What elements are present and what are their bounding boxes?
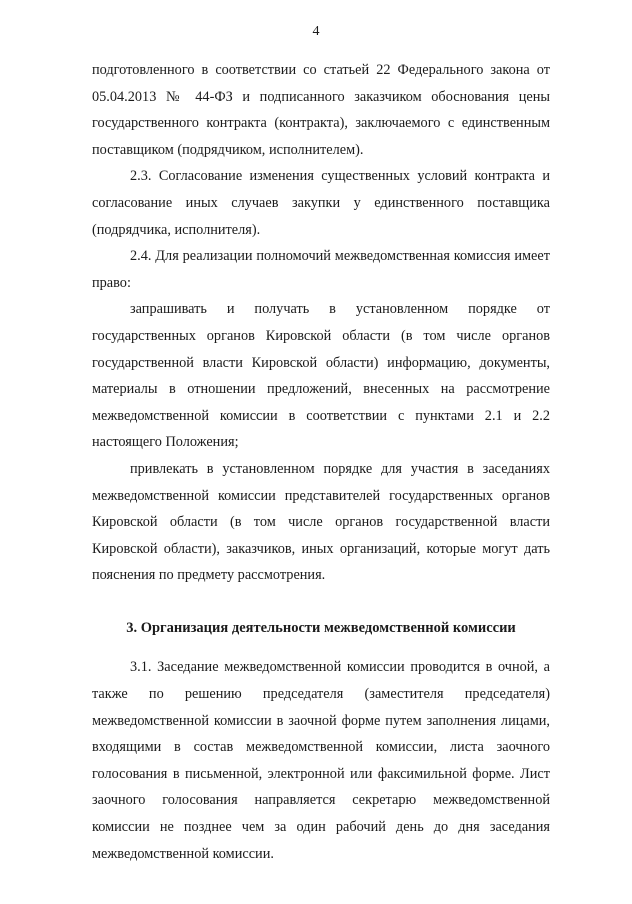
paragraph-request-info: запрашивать и получать в установленном порядке от государственных органов Кировской области (в том числе органов государственной власти Кировской области) информацию, документы, материалы в отношении предложений, внесенных на рассмотрение межведомственной комиссии в соответствии с пунктами 2.1 и 2.2 настоящего Положения;: [92, 301, 550, 451]
paragraph-involve-parties: привлекать в установленном порядке для участия в заседаниях межведомственной комиссии представителей государственных органов Кировской области (в том числе органов государственной власти Кировской области), заказчиков, иных организаций, которые могут дать пояснения по предмету рассмотрения.: [92, 460, 550, 584]
page-number: 4: [312, 24, 320, 39]
paragraph-3-1: 3.1. Заседание межведомственной комиссии проводится в очной, а также по решению председателя (заместителя председателя) межведомственной комиссии в заочной форме путем заполнения лицами, входящими в состав межведомственной комиссии, листа заочного голосования в письменной, электронной или факсимильной форме. Лист заочного голосования направляется секретарю межведомственной комиссии не позднее чем за один рабочий день до дня заседания межведомственной комиссии.: [92, 659, 550, 862]
paragraph-2-4: 2.4. Для реализации полномочий межведомственная комиссия имеет право:: [92, 248, 550, 291]
paragraph-contract-justification: подготовленного в соответствии со статьей 22 Федерального закона от 05.04.2013 № 44-ФЗ и подписанного заказчиком обоснования цены государственного контракта (контракта), заключаемого с единственным поставщиком (подрядчиком, исполнителем).: [92, 62, 550, 158]
section-heading: 3. Организация деятельности межведомственной комиссии: [126, 619, 516, 636]
paragraph-2-3: 2.3. Согласование изменения существенных условий контракта и согласование иных случаев закупки у единственного поставщика (подрядчика, исполнителя).: [92, 168, 550, 238]
document-body: [92, 57, 550, 867]
